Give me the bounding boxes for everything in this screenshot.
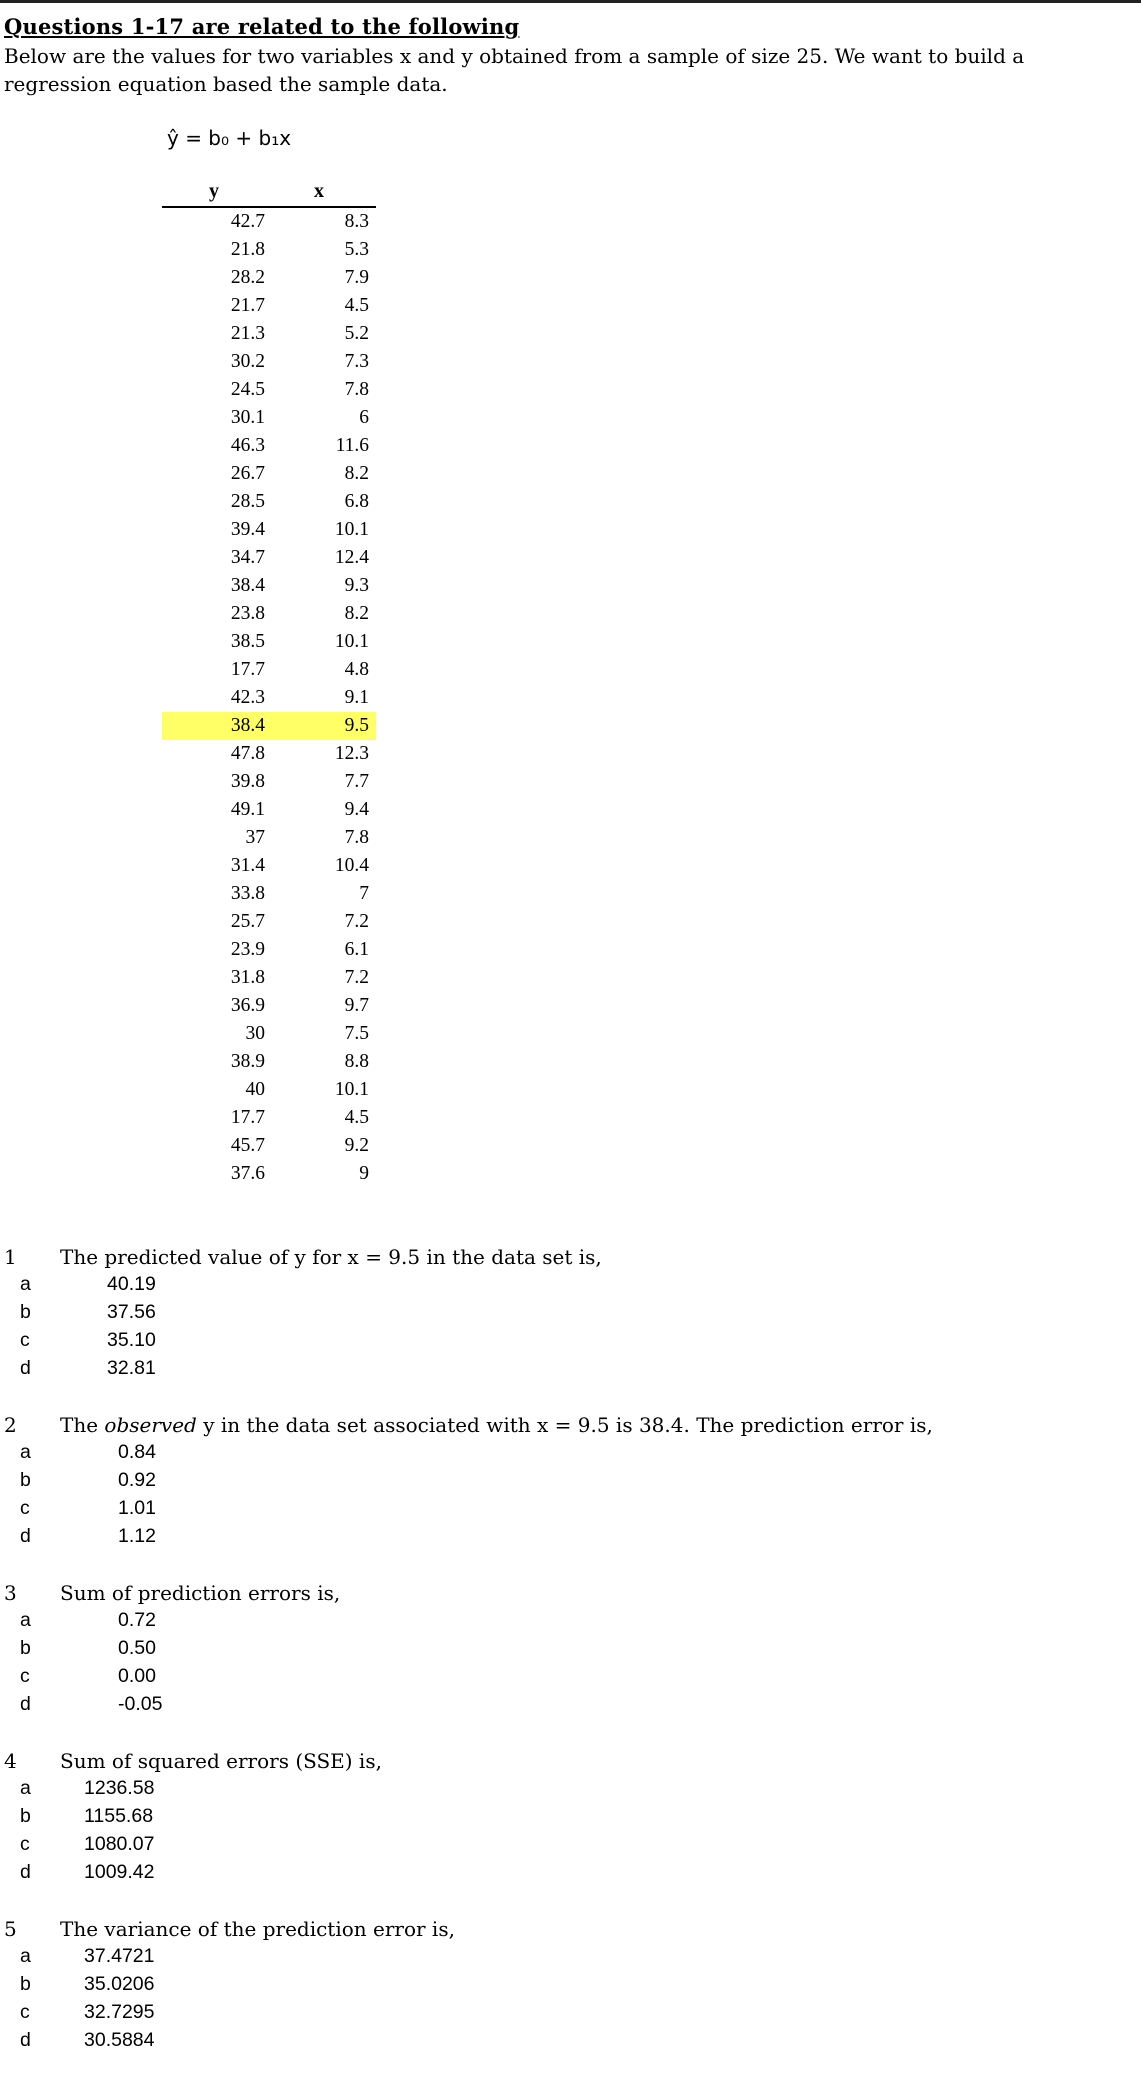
table-header xyxy=(162,180,376,208)
cell-x: 10.1 xyxy=(334,1079,369,1100)
cell-y: 21.7 xyxy=(230,295,265,316)
cell-x: 9.3 xyxy=(344,575,369,596)
answer-option[interactable] xyxy=(0,1497,400,1525)
header-x: x xyxy=(314,180,324,202)
table-row xyxy=(162,1160,376,1188)
table-row xyxy=(162,852,376,880)
table-row xyxy=(162,572,376,600)
question-number: 3 xyxy=(4,1581,17,1605)
table-row-highlighted xyxy=(162,712,376,740)
cell-y: 23.8 xyxy=(230,603,265,624)
table-row xyxy=(162,908,376,936)
cell-y: 42.7 xyxy=(230,211,265,232)
table-row xyxy=(162,768,376,796)
cell-y: 39.4 xyxy=(230,519,265,540)
option-letter: b xyxy=(20,1637,31,1659)
table-row xyxy=(162,1020,376,1048)
option-letter: d xyxy=(20,1357,31,1379)
cell-y: 25.7 xyxy=(230,911,265,932)
option-value: -0.05 xyxy=(118,1693,163,1715)
option-value: 0.72 xyxy=(118,1609,156,1631)
answer-option[interactable] xyxy=(0,1861,400,1889)
option-value: 35.0206 xyxy=(84,1973,155,1995)
question-number: 5 xyxy=(4,1917,17,1941)
table-body xyxy=(162,208,376,1188)
cell-y: 17.7 xyxy=(230,1107,265,1128)
regression-equation: ŷ = b₀ + b₁x xyxy=(167,126,292,150)
intro-paragraph: Below are the values for two variables x and y obtained from a sample of size 25. We want to build a regression equation based the sample data. xyxy=(4,44,1025,96)
option-letter: c xyxy=(20,1329,30,1351)
answer-option[interactable] xyxy=(0,1777,400,1805)
table-row xyxy=(162,488,376,516)
option-letter: b xyxy=(20,1973,31,1995)
cell-x: 6.8 xyxy=(344,491,369,512)
table-row xyxy=(162,376,376,404)
section-title: Questions 1-17 are related to the following xyxy=(4,14,520,39)
cell-y: 37.6 xyxy=(230,1163,265,1184)
table-row xyxy=(162,656,376,684)
table-row xyxy=(162,1104,376,1132)
option-value: 1080.07 xyxy=(84,1833,155,1855)
option-value: 35.10 xyxy=(107,1329,156,1351)
question-text-part: The xyxy=(60,1413,105,1437)
cell-y: 23.9 xyxy=(230,939,265,960)
option-value: 37.4721 xyxy=(84,1945,155,1967)
cell-x: 7.8 xyxy=(344,827,369,848)
table-row xyxy=(162,880,376,908)
option-letter: a xyxy=(20,1777,31,1799)
cell-x: 10.1 xyxy=(334,631,369,652)
cell-x: 9.7 xyxy=(344,995,369,1016)
cell-x: 9 xyxy=(359,1163,369,1184)
table-row xyxy=(162,1048,376,1076)
cell-y: 33.8 xyxy=(230,883,265,904)
cell-x: 9.4 xyxy=(344,799,369,820)
question-text-part: y in the data set associated with x = 9.5 is 38.4. The prediction error is, xyxy=(196,1413,933,1437)
question-text-emphasis: observed xyxy=(104,1413,197,1437)
cell-x: 7.2 xyxy=(344,911,369,932)
option-letter: d xyxy=(20,2029,31,2051)
option-letter: a xyxy=(20,1441,31,1463)
table-row xyxy=(162,1076,376,1104)
option-value: 0.92 xyxy=(118,1469,156,1491)
cell-x: 7.7 xyxy=(344,771,369,792)
cell-x: 9.5 xyxy=(344,715,369,736)
cell-x: 5.3 xyxy=(344,239,369,260)
answer-option[interactable] xyxy=(0,1973,400,2001)
cell-x: 8.2 xyxy=(344,463,369,484)
cell-y: 38.5 xyxy=(230,631,265,652)
cell-y: 21.3 xyxy=(230,323,265,344)
table-row xyxy=(162,964,376,992)
answer-option[interactable] xyxy=(0,1329,400,1357)
cell-x: 10.4 xyxy=(334,855,369,876)
table-row xyxy=(162,236,376,264)
table-row xyxy=(162,936,376,964)
table-row xyxy=(162,432,376,460)
cell-x: 4.5 xyxy=(344,295,369,316)
option-letter: c xyxy=(20,1665,30,1687)
option-letter: a xyxy=(20,1273,31,1295)
table-row xyxy=(162,516,376,544)
cell-x: 7 xyxy=(359,883,369,904)
table-row xyxy=(162,1132,376,1160)
cell-y: 31.4 xyxy=(230,855,265,876)
option-letter: b xyxy=(20,1301,31,1323)
cell-y: 42.3 xyxy=(230,687,265,708)
cell-y: 39.8 xyxy=(230,771,265,792)
cell-y: 45.7 xyxy=(230,1135,265,1156)
answer-option[interactable] xyxy=(0,1833,400,1861)
cell-x: 8.2 xyxy=(344,603,369,624)
cell-y: 36.9 xyxy=(230,995,265,1016)
option-letter: d xyxy=(20,1693,31,1715)
option-value: 1.01 xyxy=(118,1497,156,1519)
table-row xyxy=(162,796,376,824)
answer-option[interactable] xyxy=(0,2001,400,2029)
question-text-part: The predicted value of y for x = 9.5 in the data set is, xyxy=(60,1245,602,1269)
option-value: 1236.58 xyxy=(84,1777,155,1799)
option-value: 32.7295 xyxy=(84,2001,155,2023)
table-row xyxy=(162,292,376,320)
question-text xyxy=(60,1581,340,1605)
cell-y: 40 xyxy=(245,1079,265,1100)
table-row xyxy=(162,264,376,292)
answer-option[interactable] xyxy=(0,1693,400,1721)
cell-y: 31.8 xyxy=(230,967,265,988)
question-number: 1 xyxy=(4,1245,17,1269)
cell-y: 37 xyxy=(245,827,265,848)
cell-x: 10.1 xyxy=(334,519,369,540)
question-text xyxy=(60,1245,602,1269)
cell-x: 7.9 xyxy=(344,267,369,288)
cell-x: 6 xyxy=(359,407,369,428)
cell-x: 5.2 xyxy=(344,323,369,344)
cell-x: 9.2 xyxy=(344,1135,369,1156)
question-text-part: Sum of prediction errors is, xyxy=(60,1581,341,1605)
data-table xyxy=(162,180,376,1188)
cell-y: 28.2 xyxy=(230,267,265,288)
option-letter: c xyxy=(20,1497,30,1519)
table-row xyxy=(162,740,376,768)
cell-x: 12.3 xyxy=(334,743,369,764)
option-value: 0.00 xyxy=(118,1665,156,1687)
table-row xyxy=(162,348,376,376)
answer-option[interactable] xyxy=(0,1441,400,1469)
option-value: 1155.68 xyxy=(84,1805,154,1827)
option-letter: d xyxy=(20,1861,31,1883)
cell-x: 12.4 xyxy=(334,547,369,568)
option-value: 0.84 xyxy=(118,1441,156,1463)
option-value: 37.56 xyxy=(107,1301,156,1323)
answer-option[interactable] xyxy=(0,1357,400,1385)
table-row xyxy=(162,208,376,236)
option-value: 30.5884 xyxy=(84,2029,155,2051)
option-letter: b xyxy=(20,1805,31,1827)
cell-x: 6.1 xyxy=(344,939,369,960)
top-border xyxy=(0,0,1141,3)
answer-option[interactable] xyxy=(0,1945,400,1973)
answer-option[interactable] xyxy=(0,2029,400,2057)
cell-y: 30.1 xyxy=(230,407,265,428)
cell-x: 9.1 xyxy=(344,687,369,708)
cell-x: 7.8 xyxy=(344,379,369,400)
question-number: 4 xyxy=(4,1749,17,1773)
table-row xyxy=(162,824,376,852)
question-text xyxy=(60,1749,382,1773)
option-value: 32.81 xyxy=(107,1357,156,1379)
cell-y: 38.9 xyxy=(230,1051,265,1072)
option-letter: b xyxy=(20,1469,31,1491)
option-value: 1009.42 xyxy=(84,1861,155,1883)
answer-option[interactable] xyxy=(0,1805,400,1833)
cell-x: 7.3 xyxy=(344,351,369,372)
cell-y: 30 xyxy=(245,1023,265,1044)
cell-y: 47.8 xyxy=(230,743,265,764)
header-y: y xyxy=(209,180,219,202)
answer-option[interactable] xyxy=(0,1609,400,1637)
cell-y: 38.4 xyxy=(230,715,265,736)
table-row xyxy=(162,992,376,1020)
table-row xyxy=(162,544,376,572)
cell-x: 4.5 xyxy=(344,1107,369,1128)
question-number: 2 xyxy=(4,1413,17,1437)
cell-y: 21.8 xyxy=(230,239,265,260)
answer-option[interactable] xyxy=(0,1469,400,1497)
cell-y: 34.7 xyxy=(230,547,265,568)
option-letter: a xyxy=(20,1609,31,1631)
option-value: 1.12 xyxy=(118,1525,156,1547)
cell-y: 26.7 xyxy=(230,463,265,484)
option-value: 0.50 xyxy=(118,1637,156,1659)
cell-x: 4.8 xyxy=(344,659,369,680)
question-text-part: The variance of the prediction error is, xyxy=(60,1917,455,1941)
cell-x: 8.3 xyxy=(344,211,369,232)
table-row xyxy=(162,684,376,712)
table-row xyxy=(162,600,376,628)
answer-option[interactable] xyxy=(0,1273,400,1301)
cell-x: 7.5 xyxy=(344,1023,369,1044)
answer-option[interactable] xyxy=(0,1525,400,1553)
cell-y: 17.7 xyxy=(230,659,265,680)
cell-x: 11.6 xyxy=(335,435,369,456)
option-letter: c xyxy=(20,1833,30,1855)
option-letter: d xyxy=(20,1525,31,1547)
answer-option[interactable] xyxy=(0,1637,400,1665)
cell-y: 38.4 xyxy=(230,575,265,596)
answer-option[interactable] xyxy=(0,1301,400,1329)
table-row xyxy=(162,320,376,348)
cell-y: 24.5 xyxy=(230,379,265,400)
cell-y: 49.1 xyxy=(230,799,265,820)
cell-x: 8.8 xyxy=(344,1051,369,1072)
question-text xyxy=(60,1917,455,1941)
option-letter: c xyxy=(20,2001,30,2023)
cell-y: 30.2 xyxy=(230,351,265,372)
cell-x: 7.2 xyxy=(344,967,369,988)
cell-y: 46.3 xyxy=(230,435,265,456)
table-row xyxy=(162,628,376,656)
table-row xyxy=(162,404,376,432)
question-text-part: Sum of squared errors (SSE) is, xyxy=(60,1749,382,1773)
option-letter: a xyxy=(20,1945,31,1967)
question-text xyxy=(60,1413,933,1437)
option-value: 40.19 xyxy=(107,1273,156,1295)
answer-option[interactable] xyxy=(0,1665,400,1693)
table-row xyxy=(162,460,376,488)
cell-y: 28.5 xyxy=(230,491,265,512)
